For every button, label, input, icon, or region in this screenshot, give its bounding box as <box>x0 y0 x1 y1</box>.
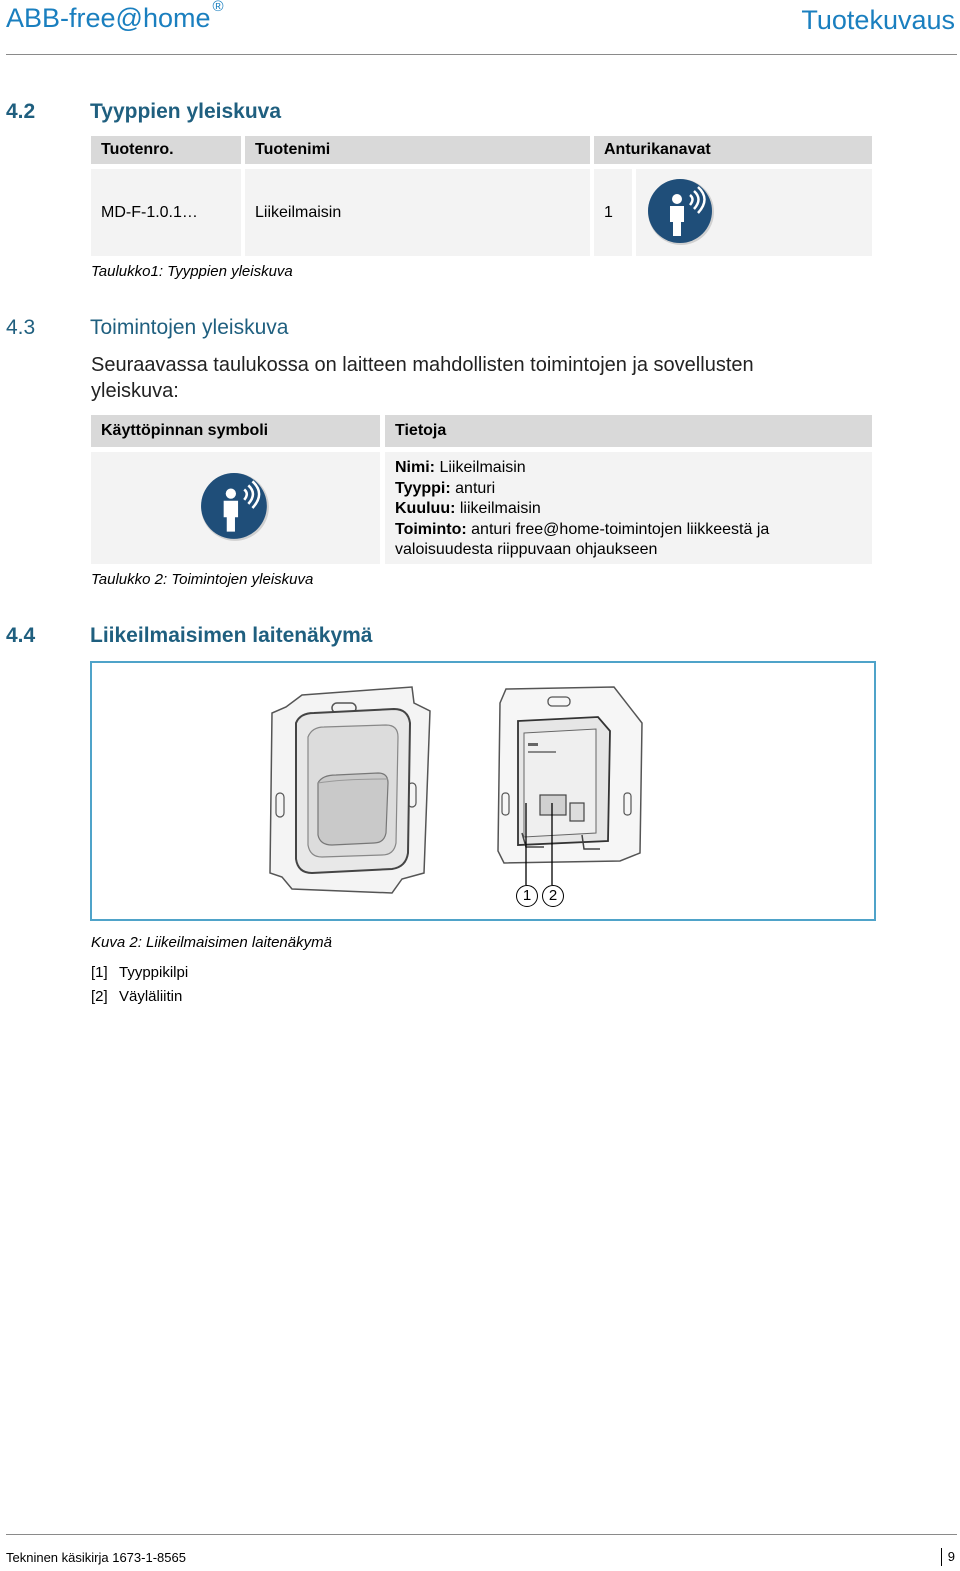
table-cell-info <box>385 452 872 564</box>
table-cell-icon <box>636 169 872 256</box>
callout-2: 2 <box>542 885 564 907</box>
table-cell-product-no: MD-F-1.0.1… <box>91 169 241 256</box>
table-header-cell: Anturikanavat <box>594 136 872 164</box>
callout-lines <box>512 803 572 893</box>
registered-mark: ® <box>212 0 224 15</box>
legend-item: [2] Väyläliitin <box>91 988 183 1005</box>
table-cell-name: Liikeilmaisin <box>245 169 590 256</box>
table-caption: Taulukko1: Tyyppien yleiskuva <box>91 263 293 280</box>
footer-divider <box>6 1534 957 1535</box>
callout-1: 1 <box>516 885 538 907</box>
table-header-cell: Tuotenimi <box>245 136 590 164</box>
section-heading-4-4: 4.4 Liikeilmaisimen laitenäkymä <box>6 624 373 647</box>
info-function-cont: valoisuudesta riippuvaan ohjaukseen <box>395 541 658 558</box>
legend-item: [1] Tyyppikilpi <box>91 964 189 981</box>
section-heading-4-3: 4.3 Toimintojen yleiskuva <box>6 316 289 339</box>
info-function: Toiminto: anturi free@home-toimintojen liikkeestä ja <box>395 520 770 538</box>
table-header-cell: Käyttöpinnan symboli <box>91 415 380 447</box>
footer-manual-id: Tekninen käsikirja 1673-1-8565 <box>6 1550 186 1565</box>
brand-logo-text: ABB-free@home ® <box>6 0 224 33</box>
info-name: Nimi: Liikeilmaisin <box>395 459 526 476</box>
figure-caption: Kuva 2: Liikeilmaisimen laitenäkymä <box>91 934 332 951</box>
document-title: Tuotekuvaus <box>801 5 955 35</box>
header-divider <box>6 54 957 55</box>
page-number: 9 <box>941 1548 955 1566</box>
device-view-figure <box>90 661 876 921</box>
table-cell-symbol <box>91 452 380 564</box>
sensor-front-view-illustration <box>262 683 442 898</box>
table-caption: Taulukko 2: Toimintojen yleiskuva <box>91 571 314 588</box>
section-heading-4-2: 4.2 Tyyppien yleiskuva <box>6 100 282 123</box>
motion-sensor-icon <box>199 471 273 545</box>
motion-sensor-icon <box>646 177 718 249</box>
section-lead-text: Seuraavassa taulukossa on laitteen mahdollisten toimintojen ja sovellusten yleiskuva: <box>91 354 754 402</box>
table-cell-channels: 1 <box>594 169 632 256</box>
info-belongs: Kuuluu: liikeilmaisin <box>395 500 541 517</box>
info-type: Tyyppi: anturi <box>395 479 496 497</box>
table-header-cell: Tuotenro. <box>91 136 241 164</box>
table-header-cell: Tietoja <box>385 415 872 447</box>
